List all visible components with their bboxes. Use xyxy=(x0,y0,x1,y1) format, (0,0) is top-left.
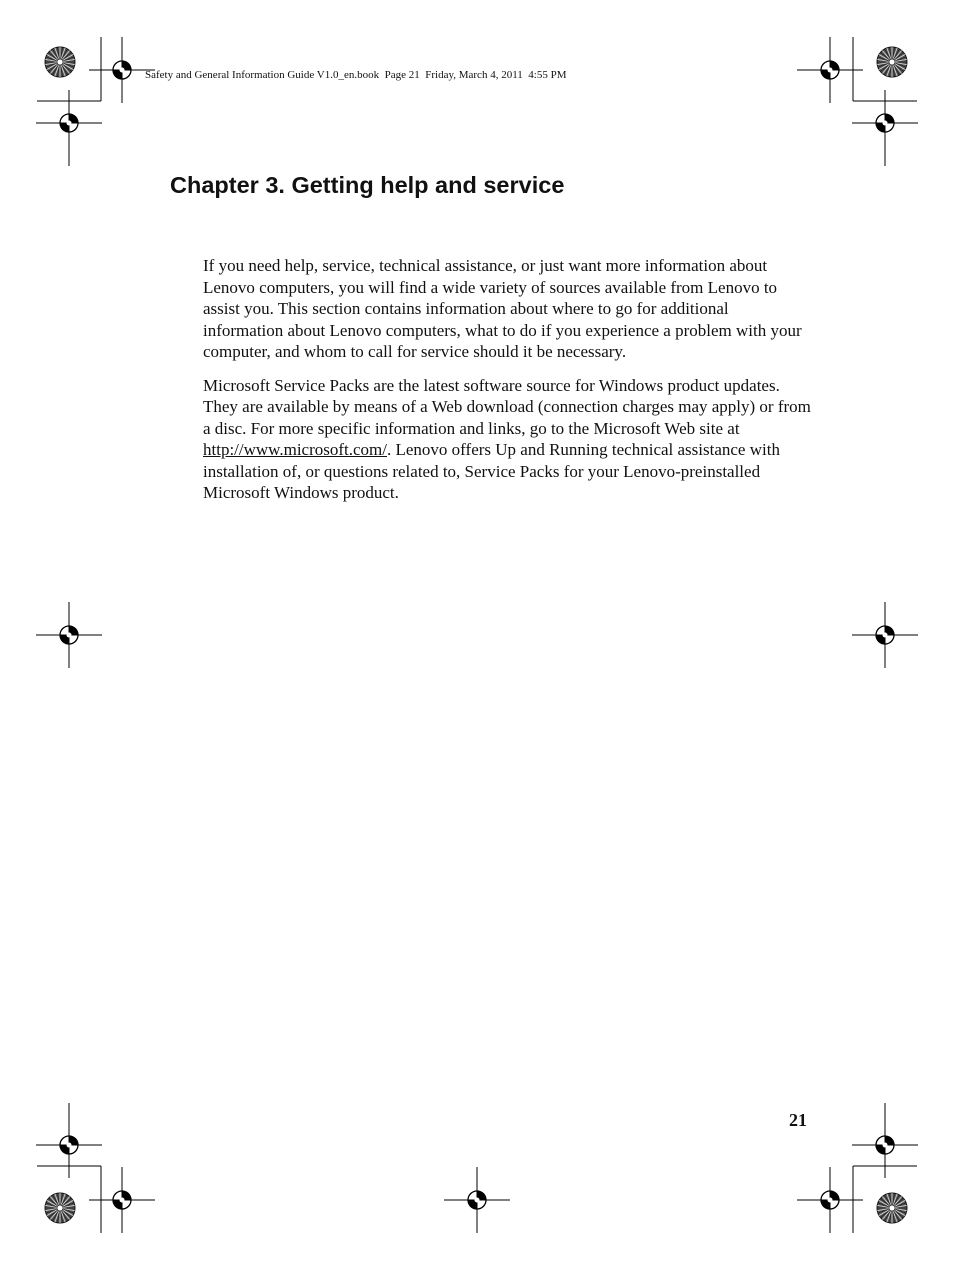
print-slug-line: Safety and General Information Guide V1.0_en.book Page 21 Friday, March 4, 2011 4:55 PM xyxy=(145,69,567,81)
service-packs-text-start: Microsoft Service Packs are the latest software source for Windows product updates. They are available by means of a Web download (connection charges may apply) or from a disc. For more specific information and links, go to the Microsoft Web site at xyxy=(203,375,811,438)
crosshair-center xyxy=(828,1198,833,1203)
starburst-center xyxy=(57,59,63,65)
crosshair-center xyxy=(475,1198,480,1203)
service-packs-text-end: . Lenovo offers Up and Running technical assistance with installation of, or questions related to, Service Packs for your Lenovo-preinstalled Microsoft Windows product. xyxy=(203,440,780,502)
body-text xyxy=(203,255,813,516)
page-number: 21 xyxy=(789,1110,807,1130)
starburst-center xyxy=(57,1205,63,1211)
crosshair-center xyxy=(883,633,888,638)
intro-paragraph: If you need help, service, technical assistance, or just want more information about Lenovo computers, you will find a wide variety of sources available from Lenovo to assist you. This section contains information about where to go for additional information about Lenovo computers, what to do if you experience a problem with your computer, and whom to call for service should it be necessary. xyxy=(203,256,802,361)
crosshair-center xyxy=(828,68,833,73)
crosshair-center xyxy=(120,68,125,73)
starburst-center xyxy=(889,59,895,65)
crosshair-center xyxy=(67,121,72,126)
crosshair-center xyxy=(883,121,888,126)
crosshair-center xyxy=(67,1143,72,1148)
crosshair-center xyxy=(120,1198,125,1203)
microsoft-website-link[interactable]: http://www.microsoft.com/ xyxy=(203,440,387,459)
chapter-title: Chapter 3. Getting help and service xyxy=(170,172,565,198)
crosshair-center xyxy=(883,1143,888,1148)
service-packs-paragraph xyxy=(203,375,813,504)
starburst-center xyxy=(889,1205,895,1211)
crosshair-center xyxy=(67,633,72,638)
